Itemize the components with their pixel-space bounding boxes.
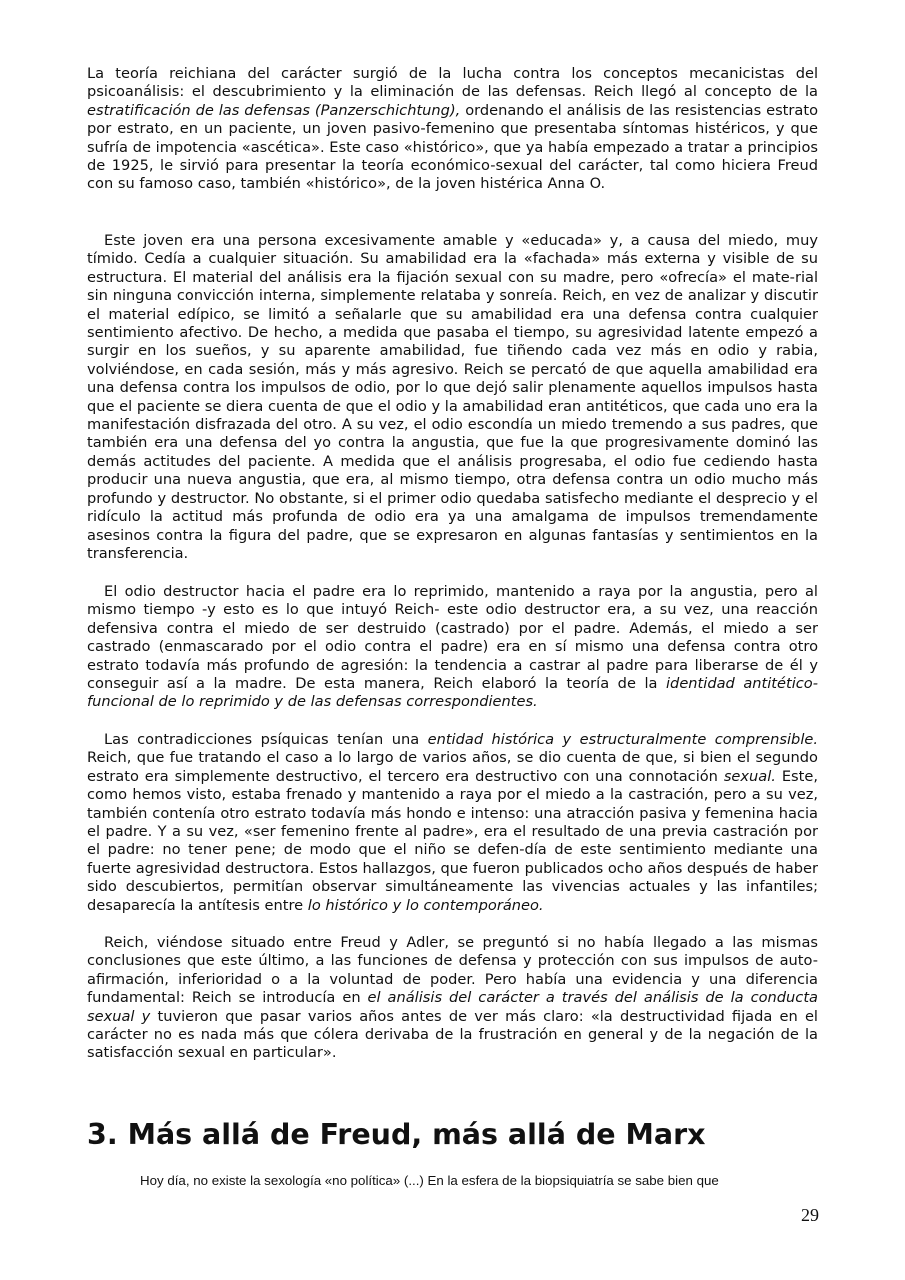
paragraph-5-text: Reich, viéndose situado entre Freud y Adler, se preguntó si no había llegado a las mismas conclusiones que este último, a las funciones de defensa y protección con sus impulsos de auto-afirmación, inferioridad o a la voluntad de poder. Pero había una evidencia y una diferencia fundamental: Reich se introducía en (87, 934, 818, 1007)
paragraph-1-italic-term: estratificación de las defensas (Panzerschichtung), (87, 101, 461, 119)
paragraph-4-text: Las contradicciones psíquicas tenían una (104, 731, 428, 748)
paragraph-3-text: El odio destructor hacia el padre era lo reprimido, mantenido a raya por la angustia, pero al mismo tiempo -y esto es lo que intuyó Reich- este odio destructor era, a su vez, una reacción defensiva contra el miedo de ser destruido (castrado) por el padre. Además, el miedo a ser castrado (enmascarado por el odio contra el padre) era en sí mismo una defensa contra otro estrato todavía más profundo de agresión: la tendencia a castrar al padre para liberarse de él y conseguir así a la madre. De esta manera, Reich elaboró la teoría de la (87, 583, 818, 693)
paragraph-1-text-cont: ordenando el análisis de las resistencias estrato por estrato, en un paciente, un joven pasivo-femenino que presentaba síntomas histéricos, y que sufría de impotencia «ascética». Este caso «histórico», que ya había empezado a tratar a principios de 1925, le sirvió para presentar la teoría económico-sexual del carácter, tal como hiciera Freud con su famoso caso, también «histórico», de la joven histérica Anna O. (87, 101, 818, 193)
epigraph-quote: Hoy día, no existe la sexología «no política» (...) En la esfera de la biopsiquiatría se sabe bien que (140, 1173, 719, 1188)
paragraph-5-text-cont: tuvieron que pasar varios años antes de ver más claro: «la destructividad fijada en el carácter no es nada más que cólera derivaba de la frustración en general y de la negación de la satisfacción sexual en particular». (87, 1007, 818, 1062)
paragraph-4-italic-sexual: sexual. (723, 767, 776, 785)
paragraph-4-text-cont: Reich, que fue tratando el caso a lo largo de varios años, se dio cuenta de que, si bien el segundo estrato era simplemente destructivo, el tercero era destructivo con una connotación (87, 749, 818, 785)
paragraph-1-text: La teoría reichiana del carácter surgió de la lucha contra los conceptos mecanicistas del psicoanálisis: el descubrimiento y la eliminación de las defensas. Reich llegó al concepto de la (87, 65, 818, 101)
page-number: 29 (801, 1205, 819, 1225)
section-heading: 3. Más allá de Freud, más allá de Marx (87, 1118, 706, 1151)
paragraph-4-text-cont-2: Este, como hemos visto, estaba frenado y mantenido a raya por el miedo a la castración, pero a su vez, también contenía otro estrato todavía más hondo e intenso: una atracción pasiva y femenina hacia el padre. Y a su vez, «ser femenino frente al padre», era el resultado de una previa castración por el padre: no tener pene; de modo que el niño se defen-día de este sentimiento mediante una fuerte agresividad destructora. Estos hallazgos, que fueron publicados ocho años después de haber sido descubiertos, permitían observar simultáneamente las vivencias actuales y las infantiles; desaparecía la antítesis entre (87, 767, 818, 914)
paragraph-5-italic-term: el análisis del carácter a través del análisis de la conducta sexual y (87, 989, 818, 1025)
paragraph-4-italic-end: lo histórico y lo contemporáneo. (307, 896, 544, 914)
paragraph-4-italic-term: entidad histórica y estructuralmente comprensible. (427, 731, 818, 748)
paragraph-4 (87, 731, 818, 915)
paragraph-5 (87, 934, 818, 1063)
paragraph-3-italic-term: identidad antitético-funcional de lo reprimido y de las defensas correspondientes. (87, 675, 818, 711)
paragraph-1 (87, 65, 818, 194)
paragraph-3 (87, 583, 818, 712)
paragraph-2 (87, 232, 818, 563)
paragraph-2-text: Este joven era una persona excesivamente amable y «educada» y, a causa del miedo, muy tímido. Cedía a cualquier situación. Su amabilidad era la «fachada» más externa y visible de su estructura. El material del análisis era la fijación sexual con su madre, pero «ofrecía» el mate-rial sin ninguna convicción interna, simplemente relataba y sonreía. Reich, en vez de analizar y discutir el material edípico, se limitó a señalarle que su amabilidad era una defensa contra cualquier sentimiento afectivo. De hecho, a medida que pasaba el tiempo, su agresividad latente empezó a surgir en los sueños, y su aparente amabilidad, fue tiñendo cada vez más en odio y rabia, volviéndose, en cada sesión, más y más agresivo. Reich se percató de que aquella amabilidad era una defensa contra los impulsos de odio, por lo que dejó salir plenamente aquellos impulsos hasta que el paciente se diera cuenta de que el odio y la amabilidad eran antitéticos, que cada uno era la manifestación disfrazada del otro. A su vez, el odio escondía un miedo tremendo a sus padres, que también era una defensa del yo contra la angustia, que fue la que progresivamente dominó las demás actitudes del paciente. A medida que el análisis progresaba, el odio fue cediendo hasta producir una nueva angustia, que era, al mismo tiempo, otra defensa contra un odio mucho más profundo y destructor. No obstante, si el primer odio quedaba satisfecho mediante el desprecio y el ridículo la actitud más profunda de odio era ya una amalgama de impulsos tremendamente asesinos contra la figura del padre, que se expresaron en algunas fantasías y sentimientos en la transferencia. (87, 232, 818, 562)
